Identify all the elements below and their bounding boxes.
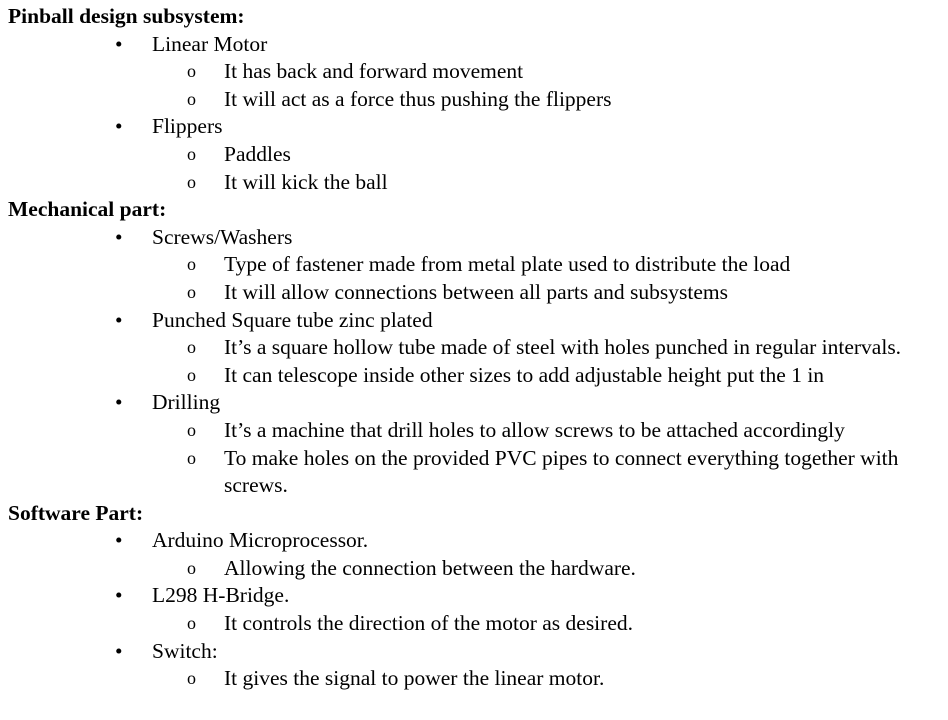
section-heading: Pinball design subsystem: bbox=[8, 4, 245, 28]
sub-item: o Allowing the connection between the hardware. bbox=[0, 555, 948, 583]
section-heading: Mechanical part: bbox=[8, 197, 167, 222]
sub-item: o It’s a square hollow tube made of steel with holes punched in regular intervals. bbox=[0, 334, 948, 362]
sub-item: o It will act as a force thus pushing the flippers bbox=[0, 86, 948, 114]
sub-item: o Paddles bbox=[0, 141, 948, 169]
list-item-square-tube: • Punched Square tube zinc plated bbox=[0, 307, 948, 335]
list-item-arduino: • Arduino Microprocessor. bbox=[0, 527, 948, 555]
list-item-drilling: • Drilling bbox=[0, 389, 948, 417]
section-pinball bbox=[0, 3, 948, 196]
list-item-h-bridge: • L298 H-Bridge. bbox=[0, 582, 948, 610]
sub-item: o To make holes on the provided PVC pipes to connect everything together with screws. bbox=[0, 445, 948, 500]
sub-item: o It will kick the ball bbox=[0, 169, 948, 197]
list-item-switch: • Switch: bbox=[0, 638, 948, 666]
sub-item: o It gives the signal to power the linear motor. bbox=[0, 665, 948, 693]
sub-item: o It’s a machine that drill holes to allow screws to be attached accordingly bbox=[0, 417, 948, 445]
section-mechanical bbox=[0, 196, 948, 500]
sub-item: o It has back and forward movement bbox=[0, 58, 948, 86]
section-software bbox=[0, 500, 948, 693]
list-item-linear-motor: • Linear Motor bbox=[0, 31, 948, 59]
list-item-screws-washers: • Screws/Washers bbox=[0, 224, 948, 252]
list-item-flippers: • Flippers bbox=[0, 113, 948, 141]
sub-item: o Type of fastener made from metal plate used to distribute the load bbox=[0, 251, 948, 279]
section-heading: Software Part: bbox=[8, 500, 144, 525]
sub-item: o It controls the direction of the motor as desired. bbox=[0, 610, 948, 638]
sub-item: o It will allow connections between all parts and subsystems bbox=[0, 279, 948, 307]
sub-item: o It can telescope inside other sizes to add adjustable height put the 1 in bbox=[0, 362, 948, 390]
